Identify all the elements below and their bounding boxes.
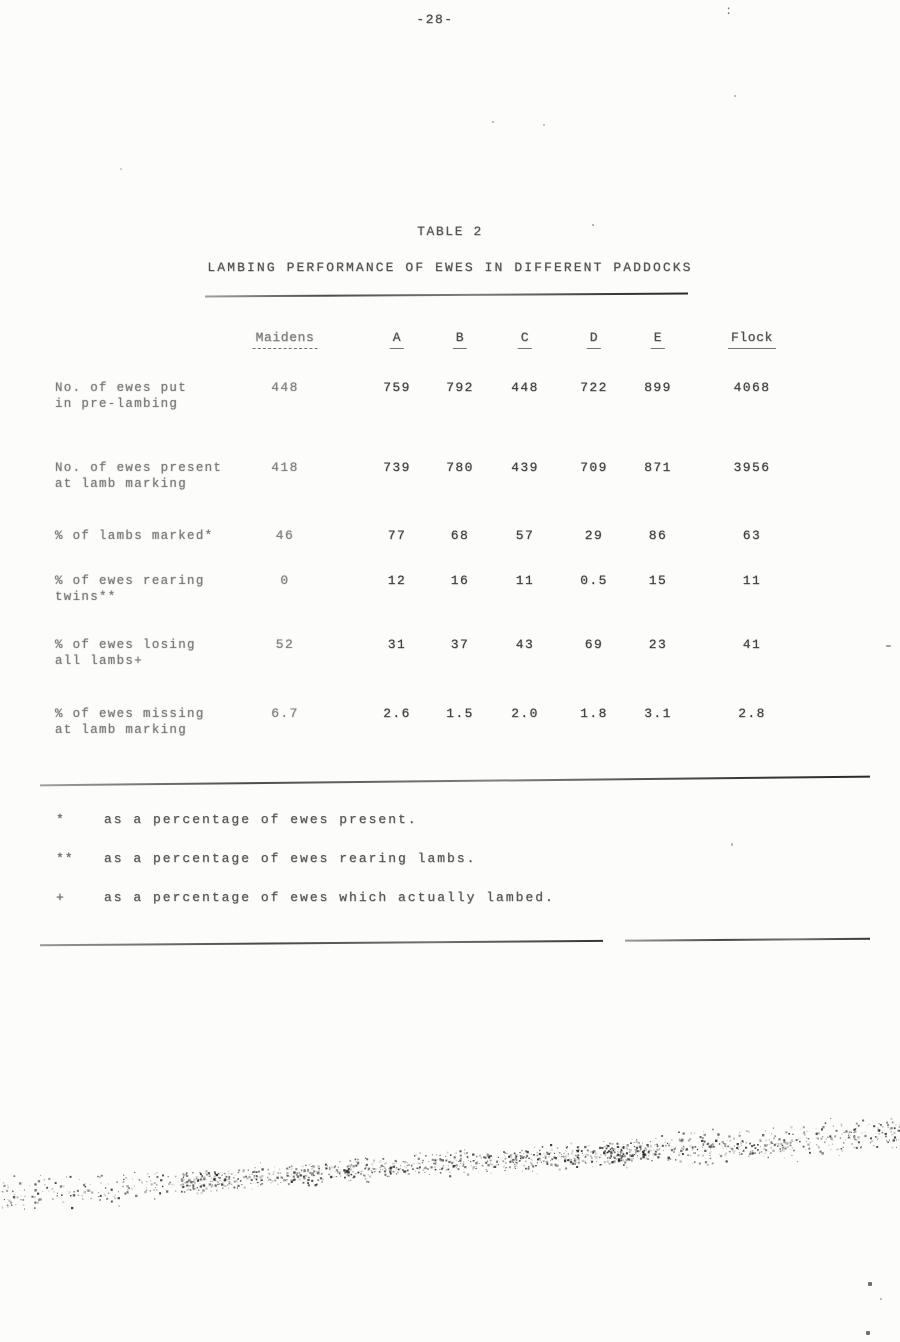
footnote-text: as a percentage of ewes rearing lambs. (104, 851, 477, 866)
row-label (55, 637, 196, 669)
row-label (55, 706, 205, 738)
footnote-text: as a percentage of ewes which actually lambed. (104, 890, 555, 905)
cell-value: 41 (742, 637, 762, 652)
row-label-line: in pre-lambing (55, 397, 179, 411)
cell-value: 899 (644, 380, 672, 395)
table-bottom-rule (40, 776, 870, 787)
column-header: Flock (728, 330, 776, 349)
row-label-line: % of ewes rearing (55, 574, 205, 588)
cell-value: 448 (511, 380, 539, 395)
cell-value: 448 (271, 380, 299, 395)
footnote-text: as a percentage of ewes present. (104, 812, 418, 827)
page-bottom-rule (40, 938, 870, 947)
cell-value: 57 (515, 528, 535, 543)
cell-value: 11 (515, 573, 535, 588)
column-header: E (651, 330, 665, 349)
cell-value: 43 (515, 637, 535, 652)
cell-value: 4068 (733, 380, 771, 395)
title-underline-rule (205, 293, 688, 298)
row-label-line: all lambs+ (55, 654, 144, 668)
cell-value: 46 (275, 528, 295, 543)
scan-speck (120, 168, 122, 170)
row-label-line: No. of ewes present (55, 461, 223, 475)
cell-value: 69 (584, 637, 604, 652)
column-header: Maidens (253, 330, 318, 349)
cell-value: 871 (644, 460, 672, 475)
row-label-line: % of lambs marked* (55, 529, 214, 543)
rule-segment (625, 938, 870, 942)
cell-value: 722 (580, 380, 608, 395)
cell-value: 0.5 (580, 573, 608, 588)
cell-value: 3956 (733, 460, 771, 475)
cell-value: 2.8 (738, 706, 766, 721)
cell-value: 1.8 (580, 706, 608, 721)
cell-value: 23 (648, 637, 668, 652)
cell-value: 739 (383, 460, 411, 475)
cell-value: 77 (387, 528, 407, 543)
cell-value: 0 (280, 573, 290, 588)
cell-value: 439 (511, 460, 539, 475)
row-label-line: % of ewes missing (55, 707, 205, 721)
footnote-symbol: ** (56, 851, 74, 866)
cell-value: 1.5 (446, 706, 474, 721)
row-label (55, 573, 205, 605)
cell-value: 2.6 (383, 706, 411, 721)
column-header: D (587, 330, 601, 349)
row-label-line: at lamb marking (55, 723, 188, 737)
scan-speck (492, 121, 494, 123)
cell-value: 37 (450, 637, 470, 652)
scan-speck (731, 843, 733, 846)
scan-noise-band (0, 1080, 900, 1340)
cell-value: 12 (387, 573, 407, 588)
scan-speck (886, 645, 891, 647)
scan-speck (543, 124, 545, 126)
cell-value: 6.7 (271, 706, 299, 721)
row-label (55, 380, 187, 412)
footnote-symbol: * (56, 812, 65, 827)
cell-value: 759 (383, 380, 411, 395)
cell-value: 709 (580, 460, 608, 475)
cell-value: 86 (648, 528, 668, 543)
cell-value: 418 (271, 460, 299, 475)
cell-value: 31 (387, 637, 407, 652)
table-subtitle: LAMBING PERFORMANCE OF EWES IN DIFFERENT PADDOCKS (207, 260, 693, 275)
column-header: B (453, 330, 467, 349)
row-label (55, 528, 213, 544)
footnote-symbol: + (56, 890, 65, 905)
cell-value: 11 (742, 573, 762, 588)
cell-value: 780 (446, 460, 474, 475)
table-title: TABLE 2 (417, 224, 483, 239)
column-header: A (390, 330, 404, 349)
row-label-line: % of ewes losing (55, 638, 196, 652)
page-number: -28- (416, 12, 454, 27)
cell-value: 2.0 (511, 706, 539, 721)
cell-value: 16 (450, 573, 470, 588)
row-label-line: at lamb marking (55, 477, 188, 491)
row-label (55, 460, 222, 492)
row-label-line: twins** (55, 590, 117, 604)
column-header: C (518, 330, 532, 349)
scan-speck (868, 1282, 872, 1286)
scan-speck: : (725, 4, 733, 18)
cell-value: 29 (584, 528, 604, 543)
cell-value: 68 (450, 528, 470, 543)
cell-value: 52 (275, 637, 295, 652)
scan-speck (880, 1298, 882, 1300)
scan-speck (866, 1331, 870, 1335)
cell-value: 792 (446, 380, 474, 395)
row-label-line: No. of ewes put (55, 381, 188, 395)
cell-value: 3.1 (644, 706, 672, 721)
cell-value: 15 (648, 573, 668, 588)
rule-segment (40, 940, 603, 946)
cell-value: 63 (742, 528, 762, 543)
scan-speck (734, 95, 736, 97)
